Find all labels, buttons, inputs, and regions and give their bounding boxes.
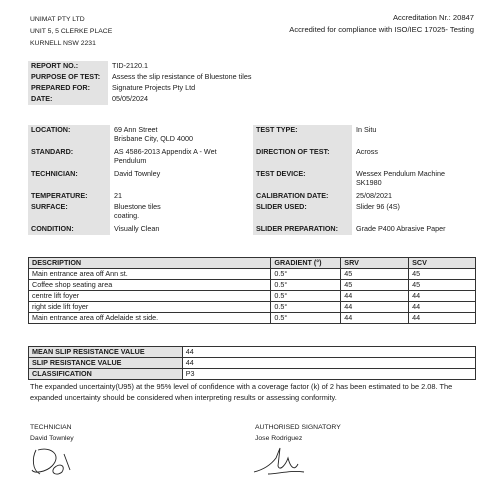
report-no-value: TID-2120.1: [112, 61, 148, 70]
classification-label: CLASSIFICATION: [29, 369, 183, 380]
table-row: [29, 313, 476, 324]
mean-srv-label: MEAN SLIP RESISTANCE VALUE: [29, 347, 183, 358]
row-gradient: 0.5°: [271, 280, 341, 291]
technician-title: TECHNICIAN: [30, 424, 72, 431]
test-type-label: TEST TYPE:: [253, 125, 352, 147]
standard-value: AS 4586-2013 Appendix A - Wet Pendulum: [114, 147, 217, 165]
standard-label: STANDARD:: [28, 147, 110, 169]
company-name: UNIMAT PTY LTD: [30, 16, 85, 23]
signatory-name: Jose Rodriguez: [255, 435, 303, 442]
temperature-value: 21: [114, 191, 122, 200]
row-gradient: 0.5°: [271, 302, 341, 313]
accreditation-statement: Accredited for compliance with ISO/IEC 17025- Testing: [289, 25, 474, 34]
row-srv: 44: [341, 302, 409, 313]
summary-row-class: [29, 369, 476, 380]
row-description: Coffee shop seating area: [29, 280, 271, 291]
row-scv: 44: [409, 291, 476, 302]
table-row: [29, 291, 476, 302]
location-label: LOCATION:: [28, 125, 110, 147]
condition-value: Visually Clean: [114, 224, 160, 233]
row-scv: 44: [409, 302, 476, 313]
technician-value: David Townley: [114, 169, 161, 178]
company-address-line2: KURNELL NSW 2231: [30, 40, 96, 47]
row-description: right side lift foyer: [29, 302, 271, 313]
signatory-signature-image: [250, 444, 310, 478]
temperature-label: TEMPERATURE:: [28, 191, 110, 202]
col-srv: SRV: [341, 258, 409, 269]
accreditation-block: [289, 12, 474, 36]
slider-label: SLIDER USED:: [253, 202, 352, 224]
row-gradient: 0.5°: [271, 313, 341, 324]
slider-prep-value: Grade P400 Abrasive Paper: [356, 224, 446, 233]
technician-signature-image: [28, 444, 78, 478]
test-device-value: Wessex Pendulum Machine SK1980: [356, 169, 445, 187]
row-description: Main entrance area off Adelaide st side.: [29, 313, 271, 324]
summary-table: [28, 346, 476, 380]
col-gradient: GRADIENT (°): [271, 258, 341, 269]
slider-prep-label: SLIDER PREPARATION:: [253, 224, 352, 235]
date-value: 05/05/2024: [112, 94, 148, 103]
signatory-title: AUTHORISED SIGNATORY: [255, 424, 341, 431]
col-description: DESCRIPTION: [29, 258, 271, 269]
row-gradient: 0.5°: [271, 291, 341, 302]
company-address-line1: UNIT 5, 5 CLERKE PLACE: [30, 28, 113, 35]
test-type-value: In Situ: [356, 125, 377, 134]
row-srv: 44: [341, 313, 409, 324]
col-scv: SCV: [409, 258, 476, 269]
technician-name: David Townley: [30, 435, 74, 442]
table-row: [29, 302, 476, 313]
row-scv: 44: [409, 313, 476, 324]
row-srv: 45: [341, 269, 409, 280]
condition-label: CONDITION:: [28, 224, 110, 235]
row-description: Main entrance area off Ann st.: [29, 269, 271, 280]
location-value: 69 Ann Street Brisbane City, QLD 4000: [114, 125, 193, 143]
row-scv: 45: [409, 280, 476, 291]
purpose-label: PURPOSE OF TEST:: [28, 72, 108, 83]
report-header: [28, 61, 328, 105]
report-no-label: REPORT NO.:: [28, 61, 108, 72]
company-block: [30, 14, 112, 50]
classification-value: P3: [182, 369, 475, 380]
row-srv: 44: [341, 291, 409, 302]
surface-value: Bluestone tiles coating.: [114, 202, 161, 220]
prepared-for-label: PREPARED FOR:: [28, 83, 108, 94]
accreditation-number: Accreditation Nr.: 20847: [392, 13, 474, 22]
srv-label: SLIP RESISTANCE VALUE: [29, 358, 183, 369]
row-scv: 45: [409, 269, 476, 280]
details-left: [28, 125, 250, 235]
technician-label: TECHNICIAN:: [28, 169, 110, 191]
calibration-label: CALIBRATION DATE:: [253, 191, 352, 202]
technician-signature-block: [30, 422, 74, 444]
details-right: [253, 125, 482, 235]
summary-row-mean: [29, 347, 476, 358]
date-label: DATE:: [28, 94, 108, 105]
results-header-row: [29, 258, 476, 269]
results-table: [28, 257, 476, 324]
row-gradient: 0.5°: [271, 269, 341, 280]
row-srv: 45: [341, 280, 409, 291]
table-row: [29, 280, 476, 291]
signatory-signature-block: [255, 422, 341, 444]
surface-label: SURFACE:: [28, 202, 110, 224]
slider-value: Slider 96 (4S): [356, 202, 400, 211]
table-row: [29, 269, 476, 280]
srv-value: 44: [182, 358, 475, 369]
mean-srv-value: 44: [182, 347, 475, 358]
purpose-value: Assess the slip resistance of Bluestone tiles: [112, 72, 252, 81]
calibration-value: 25/08/2021: [356, 191, 392, 200]
direction-label: DIRECTION OF TEST:: [253, 147, 352, 169]
summary-row-srv: [29, 358, 476, 369]
uncertainty-note: The expanded uncertainty(U95) at the 95% level of confidence with a coverage factor (k) of 2 has been estimated to be 2.08. The expanded uncertainty should be considered when interpreting results or assessing conformity.: [30, 382, 453, 402]
direction-value: Across: [356, 147, 378, 156]
test-device-label: TEST DEVICE:: [253, 169, 352, 191]
row-description: centre lift foyer: [29, 291, 271, 302]
prepared-for-value: Signature Projects Pty Ltd: [112, 83, 196, 92]
